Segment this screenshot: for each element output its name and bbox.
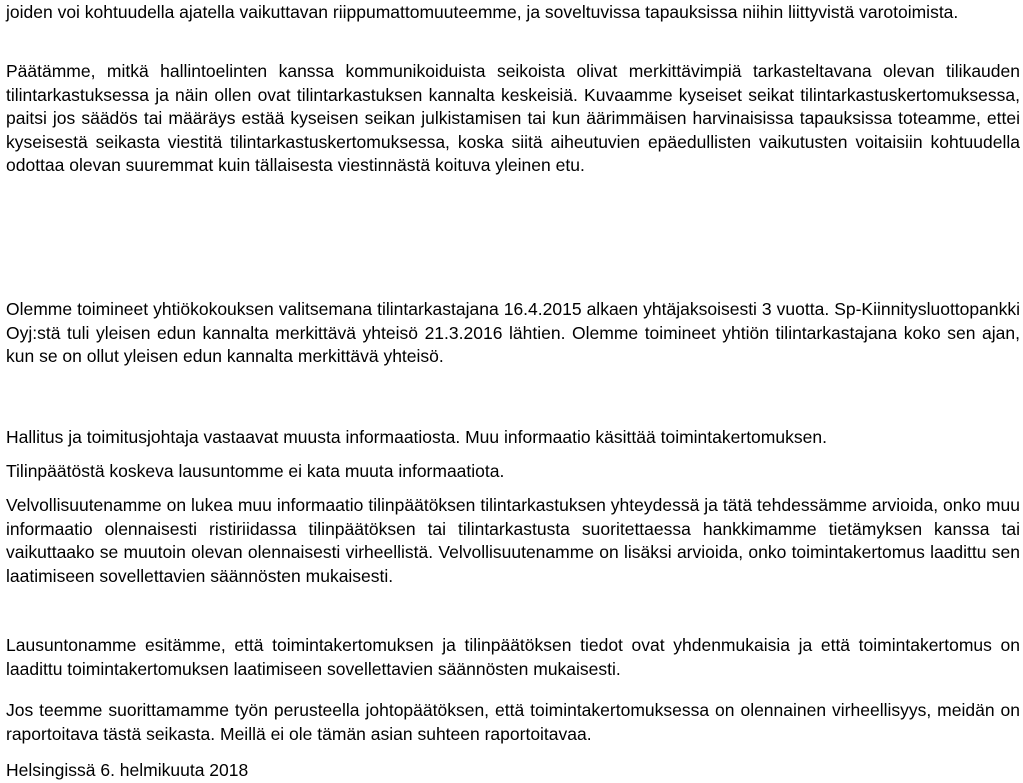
paragraph-auditor-appointment: Olemme toimineet yhtiökokouksen valitsemana tilintarkastajana 16.4.2015 alkaen yhtäjaksoisesti 3 vuotta. Sp-Kiinnitysluottopankki Oyj:stä tuli yleisen edun kannalta merkittävä yhteisö 21.3.2016 lähtien. Olemme toimineet yhtiön tilintarkastajana koko sen ajan, kun se on ollut yleisen edun kannalta merkittävä yhteisö. [6,299,1020,366]
paragraph-opinion-scope: Tilinpäätöstä koskeva lausuntomme ei kata muuta informaatiota. [6,461,505,481]
paragraph-key-audit-matters: Päätämme, mitkä hallintoelinten kanssa kommunikoiduista seikoista olivat merkittävimpiä tarkasteltavana olevan tilikauden tilintarkastuksessa ja näin ollen ovat tilintarkastuksen kannalta keskeisiä. Kuvaamme kyseiset seikat tilintarkastuskertomuksessa, paitsi jos säädös tai määräys estää kyseisen seikan julkistamisen tai kun äärimmäisen harvinaisissa tapauksissa toteamme, ettei kyseisestä seikasta viestitä tilintarkastuskertomuksessa, koska siitä aiheutuvien epäedullisten vaikutusten voitaisiin kohtuudella odottaa olevan suuremmat kuin tällaisesta viestinnästä koituva yleinen etu. [6,61,1020,175]
place-and-date: Helsingissä 6. helmikuuta 2018 [6,760,249,780]
paragraph-opinion-consistency: Lausuntonamme esitämme, että toimintakertomuksen ja tilinpäätöksen tiedot ovat yhdenmukaisia ja että toimintakertomus on laadittu toimintakertomuksen laatimiseen sovellettavien säännösten mukaisesti. [6,635,1020,679]
paragraph-auditor-duties: Velvollisuutenamme on lukea muu informaatio tilinpäätöksen tilintarkastuksen yhteydessä ja tätä tehdessämme arvioida, onko muu informaatio olennaisesti ristiriidassa tilinpäätöksen tai tilintarkastusta suoritettaessa hankkimamme tietämyksen kanssa tai vaikuttaako se muutoin olevan olennaisesti virheellistä. Velvollisuutenamme on lisäksi arvioida, onko toimintakertomus laadittu sen laatimiseen sovellettavien säännösten mukaisesti. [6,495,1020,586]
paragraph-independence-safeguards: joiden voi kohtuudella ajatella vaikuttavan riippumattomuuteemme, ja soveltuvissa tapauksissa niihin liittyvistä varotoimista. [6,2,959,22]
paragraph-other-information-responsibility: Hallitus ja toimitusjohtaja vastaavat muusta informaatiosta. Muu informaatio käsittää toimintakertomuksen. [6,427,827,447]
paragraph-misstatement-reporting: Jos teemme suorittamamme työn perusteella johtopäätöksen, että toimintakertomuksessa on olennainen virheellisyys, meidän on raportoitava tästä seikasta. Meillä ei ole tämän asian suhteen raportoitavaa. [6,700,1020,744]
